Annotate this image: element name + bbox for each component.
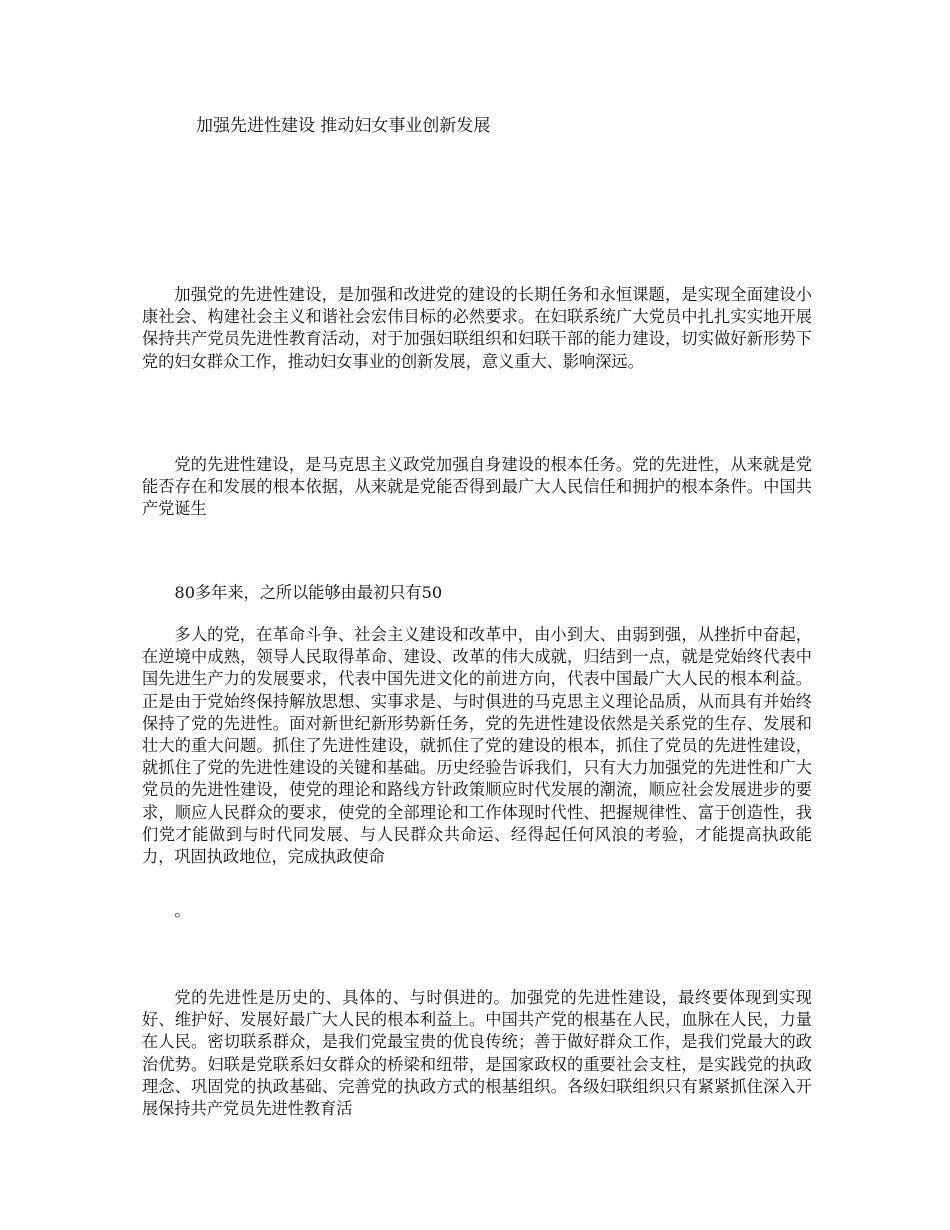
paragraph-3: 80多年来，之所以能够由最初只有50	[174, 583, 443, 602]
paragraph-2: 党的先进性建设，是马克思主义政党加强自身建设的根本任务。党的先进性，从来就是党能否存在和发展的根本依据，从来就是党能否得到最广大人民信任和拥护的根本条件。中国共产党诞生	[142, 455, 812, 519]
paragraph-5: 。	[174, 901, 191, 920]
paragraph-6: 党的先进性是历史的、具体的、与时俱进的。加强党的先进性建设，最终要体现到实现好、维护好、发展好最广大人民的根本利益上。中国共产党的根基在人民，血脉在人民，力量在人民。密切联系群众，是我们党最宝贵的优良传统；善于做好群众工作，是我们党最大的政治优势。妇联是党联系妇女群众的桥梁和纽带，是国家政权的重要社会支柱，是实践党的执政理念、巩固党的执政基础、完善党的执政方式的根基组织。各级妇联组织只有紧紧抓住深入开展保持共产党员先进性教育活	[142, 988, 812, 1119]
paragraph-4: 多人的党，在革命斗争、社会主义建设和改革中，由小到大、由弱到强，从挫折中奋起，在逆境中成熟，领导人民取得革命、建设、改革的伟大成就，归结到一点，就是党始终代表中国先进生产力的发展要求，代表中国先进文化的前进方向，代表中国最广大人民的根本利益。正是由于党始终保持解放思想、实事求是、与时俱进的马克思主义理论品质，从而具有并始终保持了党的先进性。面对新世纪新形势新任务，党的先进性建设依然是关系党的生存、发展和壮大的重大问题。抓住了先进性建设，就抓住了党的建设的根本，抓住了党员的先进性建设，就抓住了党的先进性建设的关键和基础。历史经验告诉我们，只有大力加强党的先进性和广大党员的先进性建设，使党的理论和路线方针政策顺应时代发展的潮流，顺应社会发展进步的要求，顺应人民群众的要求，使党的全部理论和工作体现时代性、把握规律性、富于创造性，我们党才能做到与时代同发展、与人民群众共命运、经得起任何风浪的考验，才能提高执政能力，巩固执政地位，完成执政使命	[142, 625, 812, 867]
paragraph-1: 加强党的先进性建设，是加强和改进党的建设的长期任务和永恒课题，是实现全面建设小康社会、构建社会主义和谐社会宏伟目标的必然要求。在妇联系统广大党员中扎扎实实地开展保持共产党员先进性教育活动，对于加强妇联组织和妇联干部的能力建设，切实做好新形势下党的妇女群众工作，推动妇女事业的创新发展，意义重大、影响深远。	[142, 285, 812, 371]
document-title: 加强先进性建设 推动妇女事业创新发展	[196, 116, 491, 136]
